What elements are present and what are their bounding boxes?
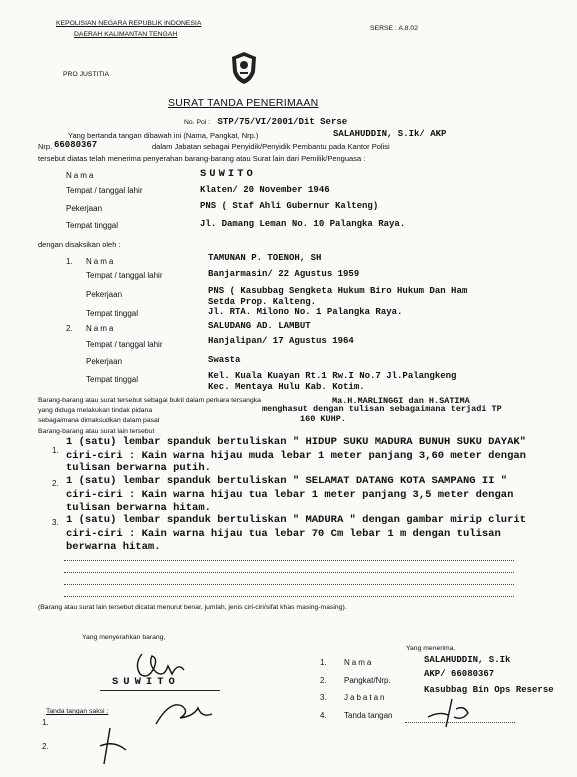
witness-2-job-label: Pekerjaan (86, 357, 123, 366)
item-2-num: 2. (52, 479, 59, 488)
witness-1-name-value: TAMUNAN P. TOENOH, SH (208, 253, 322, 263)
giver-name-underline (100, 690, 220, 691)
giver-label: Yang menyerahkan barang, (82, 634, 166, 641)
item-1-num: 1. (52, 446, 59, 455)
doc-number-value: STP/75/VI/2001/Dit Serse (217, 117, 348, 127)
item-3-line-3: berwarna hitam. (66, 541, 161, 553)
receiver-sign-line (405, 722, 515, 723)
suspect-line-3-value: 160 KUHP. (300, 414, 346, 424)
witness-1-address-label: Tempat tinggal (86, 309, 139, 318)
receiver-signature (424, 695, 474, 729)
doc-title: SURAT TANDA PENERIMAAN (168, 97, 319, 109)
item-1-line-3: tulisan berwarna putih. (66, 462, 211, 474)
receiver-name-value: SALAHUDDIN, S.Ik (424, 655, 511, 665)
owner-birth-value: Klaten/ 20 November 1946 (200, 185, 330, 195)
witness-2-num: 2. (66, 324, 73, 333)
witness-1-birth-value: Banjarmasin/ 22 Agustus 1959 (208, 269, 360, 279)
receiver-num-2: 2. (320, 676, 327, 685)
items-intro: Barang-barang atau surat lain tersebut (38, 428, 155, 435)
owner-job-value: PNS ( Staf Ahli Gubernur Kalteng) (200, 201, 379, 211)
owner-birth-label: Tempat / tanggal lahir (66, 186, 143, 195)
owner-name-label: Nama (66, 171, 96, 180)
witness-2-address-value-cont: Kec. Mentaya Hulu Kab. Kotim. (208, 382, 365, 392)
item-3-num: 3. (52, 518, 59, 527)
suspect-line-1-value: Ma.H.MARLINGGI dan H.SATIMA (332, 396, 470, 406)
witness-2-birth-value: Hanjalipan/ 17 Agustus 1964 (208, 336, 354, 346)
police-emblem (230, 50, 258, 86)
witnesses-intro: dengan disaksikan oleh : (38, 240, 121, 249)
witness-1-num: 1. (66, 257, 73, 266)
pro-justitia: PRO JUSTITIA (63, 71, 110, 78)
witness-sign-label: Tanda tangan saksi : (46, 708, 109, 715)
suspect-line-3: sebagaimana dimaksudkan dalam pasal (38, 417, 160, 424)
intro-nrp-value: 66080367 (54, 140, 98, 150)
witness-1-address-value: Jl. RTA. Milono No. 1 Palangka Raya. (208, 307, 403, 317)
suspect-line-2: yang diduga melakukan tindak pidana (38, 407, 153, 414)
suspect-line-1: Barang-barang atau surat tersebut sebagai bukti dalam perkara tersangka (38, 397, 261, 404)
receiver-position-label: Jabatan (344, 693, 387, 702)
receiver-sign-label: Tanda tangan (344, 711, 393, 720)
owner-address-value: Jl. Damang Leman No. 10 Palangka Raya. (200, 219, 406, 229)
witness-1-job-label: Pekerjaan (86, 290, 123, 299)
item-1-line-1: 1 (satu) lembar spanduk bertuliskan " HIDUP SUKU MADURA BUNUH SUKU DAYAK" (66, 436, 526, 448)
rule-line (64, 596, 514, 597)
witness-2-address-label: Tempat tinggal (86, 375, 139, 384)
suspect-line-2-value: menghasut dengan tulisan sebagaimana terjadi TP (262, 404, 502, 414)
receiver-num-1: 1. (320, 658, 327, 667)
receiver-num-4: 4. (320, 711, 327, 720)
witness-1-job-value: PNS ( Kasubbag Sengketa Hukum Biro Hukum Dan Ham (208, 286, 468, 296)
receiver-position-value: Kasubbag Bin Ops Reserse (424, 685, 554, 695)
owner-name-value: SUWITO (200, 168, 256, 180)
owner-job-label: Pekerjaan (66, 204, 103, 213)
doc-number-prefix: No. Pol : (184, 119, 211, 126)
giver-name: SUWITO (112, 676, 180, 688)
receiver-num-3: 3. (320, 693, 327, 702)
doc-number-row (184, 111, 347, 129)
witness-2-birth-label: Tempat / tanggal lahir (86, 340, 163, 349)
receiver-rank-value: AKP/ 66080367 (424, 669, 495, 679)
witness-1-name-label: Nama (86, 257, 116, 266)
receiver-rank-label: Pangkat/Nrp. (344, 676, 391, 685)
item-3-line-1: 1 (satu) lembar spanduk bertuliskan " MADURA " dengan gambar mirip clurit (66, 514, 526, 526)
witness-1-job-value-cont: Setda Prop. Kalteng. (208, 297, 317, 307)
org-line-2: DAERAH KALIMANTAN TENGAH (74, 31, 178, 38)
item-2-line-2: ciri-ciri : Kain warna hijau tua lebar 1 meter panjang 3,5 meter dengan (66, 489, 514, 501)
receiver-name-label: Nama (344, 658, 374, 667)
rule-line (64, 572, 514, 573)
intro-line-3: tersebut diatas telah menerima penyerahan barang-barang atau Surat lain dari Pemilik/Penguasa : (38, 154, 366, 163)
intro-line-1: Yang bertanda tangan dibawah ini (Nama, Pangkat, Nrp.) (68, 131, 259, 140)
rule-line (64, 560, 514, 561)
witness-2-name-value: SALUDANG AD. LAMBUT (208, 321, 311, 331)
item-1-line-2: ciri-ciri : Kain warna hijau muda lebar 1 meter panjang 3,60 meter dengan (66, 450, 526, 462)
witness-sign-num-2: 2. (42, 742, 49, 751)
witness-2-name-label: Nama (86, 324, 116, 333)
witness-sign-num-1: 1. (42, 718, 49, 727)
owner-address-label: Tempat tinggal (66, 221, 119, 230)
witness-1-birth-label: Tempat / tanggal lahir (86, 271, 163, 280)
org-line-1: KEPOLISIAN NEGARA REPUBLIK INDONESIA (56, 20, 202, 27)
receiver-label: Yang menerima, (406, 645, 456, 652)
intro-line-2: dalam Jabatan sebagai Penyidik/Penyidik Pembantu pada Kantor Polisi (152, 142, 390, 151)
intro-name-value: SALAHUDDIN, S.Ik/ AKP (333, 129, 447, 139)
rule-line (64, 584, 514, 585)
witness-2-job-value: Swasta (208, 355, 241, 365)
witness-2-signature (80, 726, 140, 766)
footnote: (Barang atau surat lain tersebut dicatat menurut benar, jumlah, jenis ciri-ciri/sifat khas masing-masing). (38, 604, 347, 611)
witness-1-signature (150, 696, 220, 730)
witness-2-address-value: Kel. Kuala Kuayan Rt.1 Rw.I No.7 Jl.Palangkeng (208, 371, 457, 381)
item-2-line-1: 1 (satu) lembar spanduk bertuliskan " SELAMAT DATANG KOTA SAMPANG II " (66, 475, 508, 487)
form-code: SERSE : A.8.02 (370, 25, 418, 32)
intro-nrp-label: Nrp. (38, 142, 53, 151)
item-3-line-2: ciri-ciri : Kain warna hijau tua lebar 70 Cm lebar 1 m dengan tulisan (66, 528, 501, 540)
item-2-line-3: tulisan berwarna hitam. (66, 502, 211, 514)
